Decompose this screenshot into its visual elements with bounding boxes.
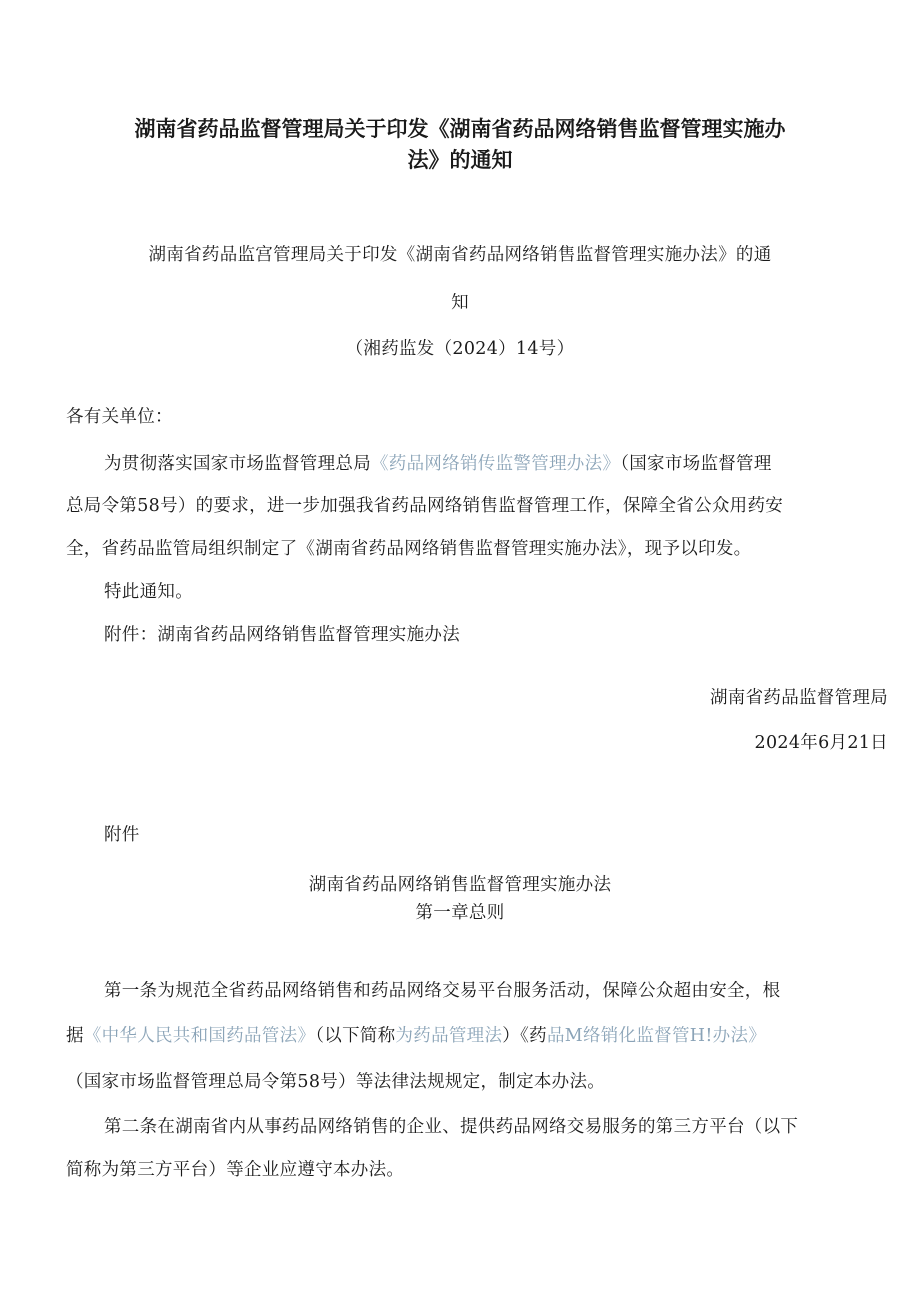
signature-organization: 湖南省药品监督管理局 <box>710 688 888 708</box>
article-1-line-3: （国家市场监督管理总局令第58号）等法律法规规定，制定本办法。 <box>66 1072 606 1092</box>
subtitle-line-2: 知 <box>451 293 469 313</box>
regulation-link[interactable]: 《药品网络销传监警管理办法》 <box>371 454 621 474</box>
page-title-line-2: 法》的通知 <box>407 148 513 172</box>
salutation: 各有关单位： <box>66 407 173 427</box>
online-sales-regulation-link[interactable]: 品M络销化监督管H!办法》 <box>546 1026 767 1046</box>
article-text: （以下简称 <box>315 1026 396 1046</box>
article-1-line-1: 第一条为规范全省药品网络销售和药品网络交易平台服务活动，保障公众超由安全，根 <box>104 981 781 1001</box>
article-1-line-2 <box>66 1024 766 1048</box>
attachment-title: 湖南省药品网络销售监督管理实施办法 <box>308 875 612 895</box>
signature-date: 2024年6月21日 <box>754 733 888 753</box>
chapter-heading: 第一章总则 <box>415 903 505 923</box>
drug-law-abbrev-link[interactable]: 为药品管理法 <box>395 1026 503 1046</box>
paragraph-1-line-2: 总局令第58号）的要求，进一步加强我省药品网络销售监督管理工作，保障全省公众用药安 <box>66 496 784 516</box>
paragraph-text: 为贯彻落实国家市场监督管理总局 <box>104 454 371 474</box>
paragraph-1-line-1 <box>104 452 772 476</box>
article-text: ）《药 <box>502 1026 547 1046</box>
paragraph-2: 特此通知。 <box>104 582 193 602</box>
paragraph-1-line-3: 全，省药品监管局组织制定了《湖南省药品网络销售监督管理实施办法》，现予以印发。 <box>66 539 752 559</box>
subtitle-line-1: 湖南省药品监宫管理局关于印发《湖南省药品网络销售监督管理实施办法》的通 <box>148 245 772 265</box>
paragraph-3: 附件：湖南省药品网络销售监督管理实施办法 <box>104 625 460 645</box>
article-2-line-1: 第二条在湖南省内从事药品网络销售的企业、提供药品网络交易服务的第三方平台（以下 <box>104 1117 799 1137</box>
paragraph-text: （国家市场监督管理 <box>620 454 772 474</box>
attachment-label: 附件 <box>104 825 140 845</box>
document-number: （湘药监发（2024）14号） <box>345 339 575 359</box>
article-2-line-2: 简称为第三方平台）等企业应遵守本办法。 <box>66 1160 405 1180</box>
page-title-line-1: 湖南省药品监督管理局关于印发《湖南省药品网络销售监督管理实施办 <box>134 117 786 141</box>
article-text: 据 <box>66 1026 84 1046</box>
drug-law-link[interactable]: 《中华人民共和国药品管法》 <box>83 1026 316 1046</box>
